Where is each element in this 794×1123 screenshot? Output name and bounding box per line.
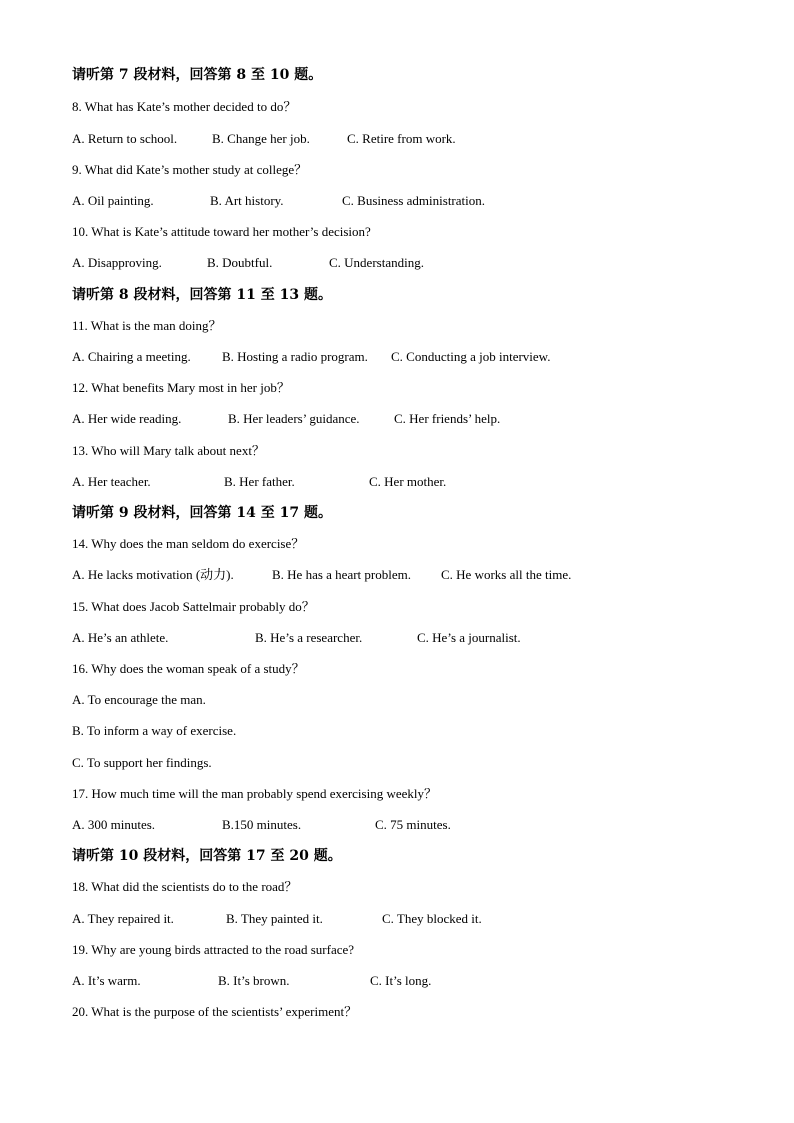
option-b: B. Art history. <box>210 193 284 208</box>
option-b: B. To inform a way of exercise. <box>72 723 237 738</box>
question-11: 11. What is the man doing？ <box>72 318 222 333</box>
option-c: C. Her friends’ help. <box>394 411 501 426</box>
option-c: C. Conducting a job interview. <box>391 349 551 364</box>
option-a: A. Return to school. <box>72 131 178 146</box>
question-17: 17. How much time will the man probably spend exercising weekly？ <box>72 786 438 801</box>
option-c: C. He works all the time. <box>441 567 572 582</box>
option-b: B. Change her job. <box>212 131 310 146</box>
option-a: A. Her wide reading. <box>72 411 182 426</box>
option-c: C. Her mother. <box>369 474 447 489</box>
question-16: 16. Why does the woman speak of a study？ <box>72 661 305 676</box>
option-a: A. He’s an athlete. <box>72 630 169 645</box>
option-c: C. To support her findings. <box>72 755 212 770</box>
option-c: C. It’s long. <box>370 973 432 988</box>
option-b: B. He has a heart problem. <box>272 567 411 582</box>
option-c: C. 75 minutes. <box>375 817 451 832</box>
option-a: A. Oil painting. <box>72 193 154 208</box>
section-heading: 请听第 10 段材料，回答第 17 至 20 题。 <box>72 848 342 864</box>
section-heading: 请听第 9 段材料，回答第 14 至 17 题。 <box>72 505 332 521</box>
option-a: A. Her teacher. <box>72 474 151 489</box>
option-c: C. He’s a journalist. <box>417 630 521 645</box>
question-12: 12. What benefits Mary most in her job？ <box>72 380 290 395</box>
option-c: C. Retire from work. <box>347 131 456 146</box>
question-10: 10. What is Kate’s attitude toward her mother’s decision? <box>72 224 371 239</box>
option-a: A. It’s warm. <box>72 973 141 988</box>
option-a: A. Chairing a meeting. <box>72 349 191 364</box>
option-c: C. They blocked it. <box>382 911 482 926</box>
question-13: 13. Who will Mary talk about next？ <box>72 443 265 458</box>
option-b: B. He’s a researcher. <box>255 630 363 645</box>
question-20: 20. What is the purpose of the scientists’ experiment？ <box>72 1004 358 1019</box>
question-19: 19. Why are young birds attracted to the road surface? <box>72 942 355 957</box>
option-c: C. Understanding. <box>329 255 424 270</box>
option-c: C. Business administration. <box>342 193 485 208</box>
option-b: B. It’s brown. <box>218 973 290 988</box>
option-b: B.150 minutes. <box>222 817 302 832</box>
question-18: 18. What did the scientists do to the road？ <box>72 879 298 894</box>
option-a: A. To encourage the man. <box>72 692 206 707</box>
option-b: B. Doubtful. <box>207 255 273 270</box>
section-heading: 请听第 7 段材料，回答第 8 至 10 题。 <box>72 67 323 83</box>
option-a: A. 300 minutes. <box>72 817 156 832</box>
option-b: B. They painted it. <box>226 911 323 926</box>
option-b: B. Hosting a radio program. <box>222 349 368 364</box>
question-15: 15. What does Jacob Sattelmair probably do？ <box>72 599 315 614</box>
option-a: A. Disapproving. <box>72 255 162 270</box>
option-a: A. He lacks motivation (动力). <box>72 567 234 582</box>
question-8: 8. What has Kate’s mother decided to do？ <box>72 99 297 114</box>
option-b: B. Her father. <box>224 474 295 489</box>
question-14: 14. Why does the man seldom do exercise？ <box>72 536 305 551</box>
question-9: 9. What did Kate’s mother study at college？ <box>72 162 308 177</box>
section-heading: 请听第 8 段材料，回答第 11 至 13 题。 <box>72 287 332 303</box>
option-b: B. Her leaders’ guidance. <box>228 411 360 426</box>
option-a: A. They repaired it. <box>72 911 174 926</box>
